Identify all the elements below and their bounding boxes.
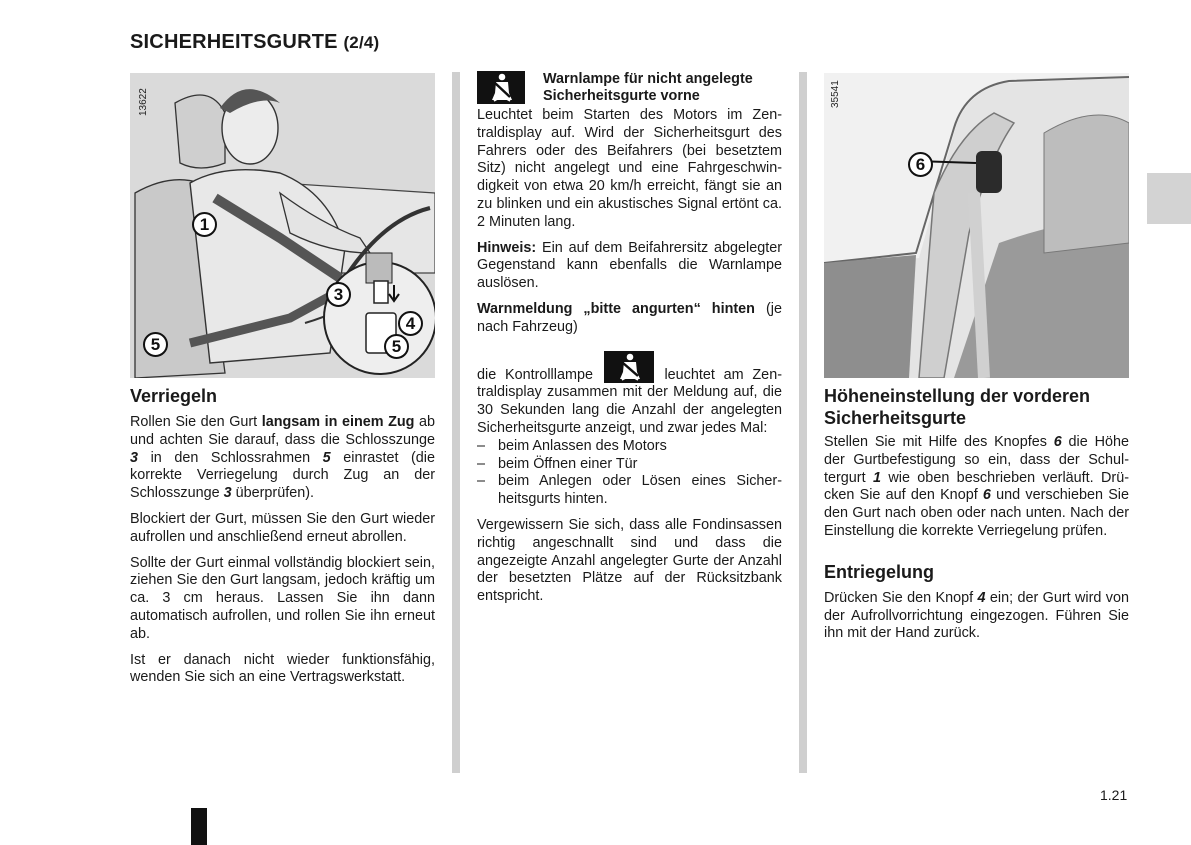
page-marker [191,808,207,845]
callout-3: 3 [326,282,351,307]
chapter-tab [1147,173,1191,224]
callout-5-right: 5 [384,334,409,359]
section-heading-verriegeln: Verriegeln [130,386,218,406]
list-item: – beim Anlassen des Motors [477,438,782,456]
seatbelt-illustration [130,73,435,378]
paragraph-hinweis: Hinweis: Ein auf dem Beifahrersitz abgelegter Gegenstand kann ebenfalls die Warnlampe auslösen. [477,239,782,292]
paragraph-entriegelung: Drücken Sie den Knopf 4 ein; der Gurt wird von der Aufrollvorrichtung eingezogen. Führen Sie ihn mit der Hand zurück. [824,589,1129,642]
paragraph-sollte: Sollte der Gurt einmal vollständig blockiert sein, ziehen Sie den Gurt langsam, jedoch kräftig um ca. 3 cm heraus. Lassen Sie ihn dann automatisch aufrollen, und rollen Sie ihn erneut ab. [130,554,435,642]
callout-6: 6 [908,152,933,177]
warning-lamp-header [477,71,782,105]
page-part: (2/4) [343,33,380,52]
callout-1: 1 [192,212,217,237]
callout-4: 4 [398,311,423,336]
column-separator-right [799,72,807,773]
warning-lamp-title: Warnlampe für nicht angelegte Sicherheitsgurte vorne [543,71,753,104]
image-code-right: 35541 [830,80,841,108]
paragraph-blockiert: Blockiert der Gurt, müssen Sie den Gurt wieder aufrollen und anschließend erneut abrollen. [130,510,435,545]
callout-5-left: 5 [143,332,168,357]
right-column [824,385,1129,651]
belt-height-photo [824,73,1129,378]
page-title [130,31,379,54]
seatbelt-rear-warning-icon [604,351,654,383]
list-item: – beim Anlegen oder Lösen eines Sicherheitsgurts hinten. [477,473,782,509]
page-number: 1.21 [1100,787,1128,803]
image-code-left: 13622 [138,88,149,116]
middle-column [477,71,782,614]
paragraph-rollen: Rollen Sie den Gurt langsam in einem Zug ab und achten Sie darauf, dass die Schlosszunge 3 in den Schlossrahmen 5 einrastet (die korrekte Verriegelung durch Zug an der Schlosszunge 3 überprüfen). [130,414,436,502]
section-heading-hoeheneinstellung: Höheneinstellung der vorderen Sicherheitsgurte [824,386,1091,428]
belt-anchor-drawing [824,73,1129,378]
list-item: – beim Öffnen einer Tür [477,456,782,474]
section-heading-entriegelung: Entriegelung [824,561,935,582]
paragraph-leuchtet: Leuchtet beim Starten des Motors im Zentraldisplay auf. Wird der Sicherheitsgurt des Fahrers oder des Beifahrers (bei besetztem Sitz) nicht angelegt und eine Fahrgeschwindigkeit von etwa 20 km/h erreicht, fängt sie an zu blinken und ein akustisches Signal ertönt ca. 2 Minuten lang. [477,107,782,230]
paragraph-hoehe: Stellen Sie mit Hilfe des Knopfes 6 die Höhe der Gurtbefestigung so ein, dass der Schultergurt 1 wie oben beschrieben verläuft. Drücken Sie auf den Knopf 6 und verschieben Sie den Gurt nach oben oder nach unten. Nach der Einstellung die korrekte Verriegelung prüfen. [824,434,1129,539]
paragraph-kontrolllampe: die Kontrolllampe leuchtet am Zentraldisplay zusammen mit der Meldung auf, die 30 Sekunden lang die Anzahl der angelegten Sicherheitsgurte anzeigt, und zwar jedes Mal: [477,351,782,438]
left-column [130,385,435,695]
seatbelt-warning-icon [477,71,525,104]
page-title-text: SICHERHEITSGURTE [130,31,338,53]
paragraph-warnmeldung: Warnmeldung „bitte angurten“ hinten (je nach Fahrzeug) [477,300,783,335]
driver-seatbelt-drawing [130,73,435,378]
column-separator-left [452,72,460,773]
paragraph-werkstatt: Ist er danach nicht wieder funktionsfähig, wenden Sie sich an eine Vertragswerkstatt. [130,651,435,686]
paragraph-vergewissern: Vergewissern Sie sich, dass alle Fondinsassen richtig angeschnallt sind und dass die angezeigte Anzahl angelegter Gurte der Anzahl der besetzten Plätze auf der Rücksitzbank entspricht. [477,516,782,605]
trigger-list [477,438,782,509]
